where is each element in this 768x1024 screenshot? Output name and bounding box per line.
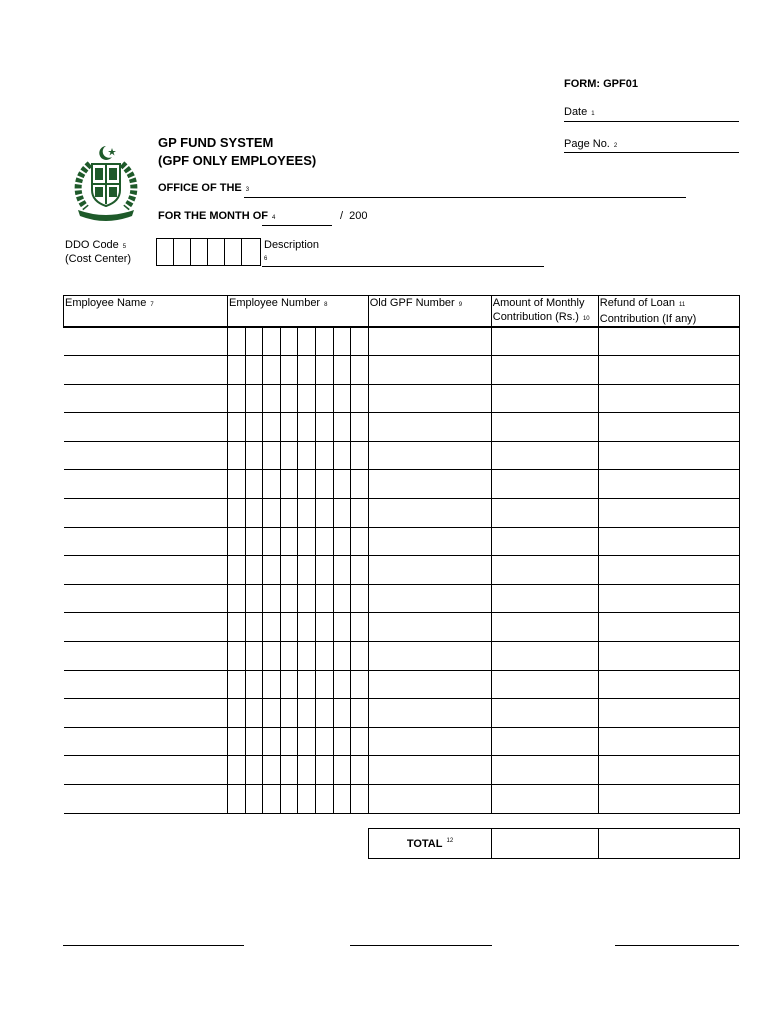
employee-number-digit-cell[interactable] bbox=[315, 384, 333, 413]
employee-number-digit-cell[interactable] bbox=[333, 613, 351, 642]
month-label bbox=[158, 210, 275, 222]
refund-of-loan-cell[interactable] bbox=[598, 613, 739, 642]
employee-number-digit-cell[interactable] bbox=[315, 670, 333, 699]
employee-number-digit-cell[interactable] bbox=[245, 441, 263, 470]
employee-number-digit-cell[interactable] bbox=[333, 584, 351, 613]
employee-name-cell[interactable] bbox=[64, 642, 228, 671]
employee-number-digit-cell[interactable] bbox=[228, 785, 246, 814]
signature-line-center[interactable] bbox=[350, 945, 492, 946]
office-label-text: OFFICE OF THE bbox=[158, 182, 242, 194]
employee-number-digit-cell[interactable] bbox=[280, 642, 298, 671]
employee-number-digit-cell[interactable] bbox=[280, 499, 298, 528]
employee-number-digit-cell[interactable] bbox=[298, 441, 316, 470]
monthly-contribution-cell[interactable] bbox=[491, 670, 598, 699]
employee-number-digit-cell[interactable] bbox=[228, 441, 246, 470]
employee-number-digit-cell[interactable] bbox=[351, 384, 369, 413]
table-header-row bbox=[64, 296, 740, 328]
monthly-contribution-cell[interactable] bbox=[491, 327, 598, 356]
employee-number-digit-cell[interactable] bbox=[298, 756, 316, 785]
employee-number-digit-cell[interactable] bbox=[228, 699, 246, 728]
employee-number-digit-cell[interactable] bbox=[263, 584, 281, 613]
column-header-label: Contribution (Rs.) bbox=[492, 311, 579, 323]
table-row bbox=[64, 699, 740, 728]
employee-number-digit-cell[interactable] bbox=[298, 613, 316, 642]
old-gpf-number-cell[interactable] bbox=[368, 441, 491, 470]
refund-of-loan-cell[interactable] bbox=[598, 642, 739, 671]
employee-number-digit-cell[interactable] bbox=[280, 556, 298, 585]
employee-number-digit-cell[interactable] bbox=[315, 441, 333, 470]
old-gpf-number-cell[interactable] bbox=[368, 785, 491, 814]
old-gpf-number-cell[interactable] bbox=[368, 727, 491, 756]
employee-number-digit-cell[interactable] bbox=[333, 470, 351, 499]
employee-number-digit-cell[interactable] bbox=[263, 642, 281, 671]
page-label-text: Page No. bbox=[564, 138, 610, 150]
table-row bbox=[64, 670, 740, 699]
total-label: TOTAL bbox=[406, 837, 443, 850]
employee-number-digit-cell[interactable] bbox=[333, 527, 351, 556]
employee-number-digit-cell[interactable] bbox=[315, 756, 333, 785]
page-field[interactable] bbox=[564, 152, 739, 153]
employee-number-digit-cell[interactable] bbox=[280, 670, 298, 699]
employee-number-digit-cell[interactable] bbox=[280, 756, 298, 785]
monthly-contribution-cell[interactable] bbox=[491, 527, 598, 556]
ddo-code-number: 5 bbox=[122, 244, 127, 250]
old-gpf-number-cell[interactable] bbox=[368, 384, 491, 413]
refund-of-loan-cell[interactable] bbox=[598, 785, 739, 814]
column-header-monthly-contribution bbox=[491, 296, 598, 328]
employee-number-digit-cell[interactable] bbox=[298, 356, 316, 385]
employee-number-digit-cell[interactable] bbox=[351, 613, 369, 642]
refund-of-loan-cell[interactable] bbox=[598, 327, 739, 356]
employee-number-digit-cell[interactable] bbox=[315, 556, 333, 585]
column-header-label: Employee Number bbox=[229, 297, 321, 309]
column-header-employee-name bbox=[64, 296, 228, 328]
employee-number-digit-cell[interactable] bbox=[228, 470, 246, 499]
employee-number-digit-cell[interactable] bbox=[280, 413, 298, 442]
form-code: FORM: GPF01 bbox=[564, 78, 638, 90]
employee-number-digit-cell[interactable] bbox=[280, 727, 298, 756]
total-number: 12 bbox=[446, 837, 454, 844]
employee-number-digit-cell[interactable] bbox=[263, 727, 281, 756]
employee-number-digit-cell[interactable] bbox=[280, 613, 298, 642]
employee-number-digit-cell[interactable] bbox=[315, 413, 333, 442]
employee-number-digit-cell[interactable] bbox=[298, 584, 316, 613]
employee-number-digit-cell[interactable] bbox=[298, 327, 316, 356]
table-row bbox=[64, 556, 740, 585]
employee-name-cell[interactable] bbox=[64, 613, 228, 642]
ddo-code-label-text: DDO Code bbox=[65, 239, 119, 251]
employee-number-digit-cell[interactable] bbox=[298, 727, 316, 756]
employee-name-cell[interactable] bbox=[64, 499, 228, 528]
employee-name-cell[interactable] bbox=[64, 699, 228, 728]
employee-number-digit-cell[interactable] bbox=[245, 613, 263, 642]
employee-number-digit-cell[interactable] bbox=[315, 727, 333, 756]
employee-number-digit-cell[interactable] bbox=[298, 670, 316, 699]
employee-number-digit-cell[interactable] bbox=[315, 356, 333, 385]
month-label-text: FOR THE MONTH OF bbox=[158, 210, 268, 222]
employee-number-digit-cell[interactable] bbox=[263, 327, 281, 356]
employee-number-digit-cell[interactable] bbox=[228, 670, 246, 699]
column-header-number: 9 bbox=[458, 302, 463, 308]
employee-number-digit-cell[interactable] bbox=[333, 756, 351, 785]
refund-of-loan-cell[interactable] bbox=[598, 356, 739, 385]
ddo-code-box[interactable] bbox=[173, 238, 191, 266]
employee-number-digit-cell[interactable] bbox=[351, 441, 369, 470]
description-number: 6 bbox=[264, 256, 268, 262]
column-header-old-gpf-number bbox=[368, 296, 491, 328]
employee-number-digit-cell[interactable] bbox=[333, 499, 351, 528]
employee-number-digit-cell[interactable] bbox=[280, 584, 298, 613]
column-header-refund-of-loan bbox=[598, 296, 739, 328]
employee-number-digit-cell[interactable] bbox=[333, 642, 351, 671]
employee-number-digit-cell[interactable] bbox=[351, 356, 369, 385]
signature-line-left[interactable] bbox=[63, 945, 244, 946]
employee-number-digit-cell[interactable] bbox=[263, 670, 281, 699]
table-row bbox=[64, 727, 740, 756]
employee-number-digit-cell[interactable] bbox=[333, 699, 351, 728]
refund-of-loan-cell[interactable] bbox=[598, 499, 739, 528]
employee-name-cell[interactable] bbox=[64, 584, 228, 613]
employee-number-digit-cell[interactable] bbox=[263, 527, 281, 556]
employee-number-digit-cell[interactable] bbox=[333, 356, 351, 385]
old-gpf-number-cell[interactable] bbox=[368, 470, 491, 499]
employee-number-digit-cell[interactable] bbox=[245, 785, 263, 814]
employee-number-digit-cell[interactable] bbox=[280, 785, 298, 814]
column-header-label: Old GPF Number bbox=[369, 297, 455, 309]
employee-number-digit-cell[interactable] bbox=[228, 384, 246, 413]
employee-number-digit-cell[interactable] bbox=[228, 527, 246, 556]
employee-number-digit-cell[interactable] bbox=[351, 785, 369, 814]
refund-of-loan-cell[interactable] bbox=[598, 413, 739, 442]
old-gpf-number-cell[interactable] bbox=[368, 584, 491, 613]
employee-number-digit-cell[interactable] bbox=[351, 699, 369, 728]
employee-number-digit-cell[interactable] bbox=[315, 499, 333, 528]
page-field-number: 2 bbox=[613, 143, 618, 149]
employee-number-digit-cell[interactable] bbox=[333, 327, 351, 356]
employee-name-cell[interactable] bbox=[64, 470, 228, 499]
employee-number-digit-cell[interactable] bbox=[315, 642, 333, 671]
ddo-code-box[interactable] bbox=[190, 238, 208, 266]
employee-number-digit-cell[interactable] bbox=[228, 584, 246, 613]
refund-of-loan-cell[interactable] bbox=[598, 727, 739, 756]
employee-number-digit-cell[interactable] bbox=[245, 327, 263, 356]
year-prefix: / 200 bbox=[340, 210, 368, 222]
employee-number-digit-cell[interactable] bbox=[351, 470, 369, 499]
employee-number-digit-cell[interactable] bbox=[298, 527, 316, 556]
employee-name-cell[interactable] bbox=[64, 785, 228, 814]
date-label-text: Date bbox=[564, 106, 588, 118]
employee-number-digit-cell[interactable] bbox=[245, 470, 263, 499]
employee-number-digit-cell[interactable] bbox=[315, 327, 333, 356]
employee-number-digit-cell[interactable] bbox=[351, 413, 369, 442]
table-row bbox=[64, 413, 740, 442]
ddo-code-box[interactable] bbox=[224, 238, 242, 266]
table-row bbox=[64, 785, 740, 814]
cost-center-label: (Cost Center) bbox=[65, 253, 132, 265]
ddo-code-box[interactable] bbox=[207, 238, 225, 266]
page-label bbox=[564, 138, 617, 150]
employee-number-digit-cell[interactable] bbox=[315, 527, 333, 556]
employee-number-digit-cell[interactable] bbox=[333, 384, 351, 413]
employee-number-digit-cell[interactable] bbox=[228, 413, 246, 442]
old-gpf-number-cell[interactable] bbox=[368, 699, 491, 728]
employee-name-cell[interactable] bbox=[64, 727, 228, 756]
old-gpf-number-cell[interactable] bbox=[368, 556, 491, 585]
employee-number-digit-cell[interactable] bbox=[245, 527, 263, 556]
employee-number-digit-cell[interactable] bbox=[315, 785, 333, 814]
old-gpf-number-cell[interactable] bbox=[368, 613, 491, 642]
old-gpf-number-cell[interactable] bbox=[368, 527, 491, 556]
table-row bbox=[64, 756, 740, 785]
table-row bbox=[64, 384, 740, 413]
employee-number-digit-cell[interactable] bbox=[315, 470, 333, 499]
monthly-contribution-cell[interactable] bbox=[491, 584, 598, 613]
employee-name-cell[interactable] bbox=[64, 527, 228, 556]
monthly-contribution-cell[interactable] bbox=[491, 413, 598, 442]
employee-number-digit-cell[interactable] bbox=[298, 384, 316, 413]
month-field-number: 4 bbox=[272, 215, 276, 221]
employee-number-digit-cell[interactable] bbox=[333, 785, 351, 814]
table-row bbox=[64, 441, 740, 470]
employee-name-cell[interactable] bbox=[64, 413, 228, 442]
employee-number-digit-cell[interactable] bbox=[245, 670, 263, 699]
employee-number-digit-cell[interactable] bbox=[245, 499, 263, 528]
total-contribution-cell[interactable] bbox=[492, 829, 599, 859]
old-gpf-number-cell[interactable] bbox=[368, 413, 491, 442]
employee-number-digit-cell[interactable] bbox=[263, 384, 281, 413]
employee-number-digit-cell[interactable] bbox=[228, 556, 246, 585]
table-row bbox=[64, 584, 740, 613]
employee-number-digit-cell[interactable] bbox=[245, 756, 263, 785]
employee-number-digit-cell[interactable] bbox=[351, 527, 369, 556]
employee-number-digit-cell[interactable] bbox=[245, 727, 263, 756]
monthly-contribution-cell[interactable] bbox=[491, 785, 598, 814]
refund-of-loan-cell[interactable] bbox=[598, 556, 739, 585]
description-label: Description bbox=[264, 239, 320, 251]
employee-number-digit-cell[interactable] bbox=[245, 413, 263, 442]
table-row bbox=[64, 527, 740, 556]
monthly-contribution-cell[interactable] bbox=[491, 470, 598, 499]
employee-name-cell[interactable] bbox=[64, 670, 228, 699]
old-gpf-number-cell[interactable] bbox=[368, 327, 491, 356]
column-header-label: Refund of Loan bbox=[599, 297, 675, 309]
employee-number-digit-cell[interactable] bbox=[351, 756, 369, 785]
total-row bbox=[369, 829, 740, 859]
column-header-number: 7 bbox=[150, 302, 154, 308]
employee-number-digit-cell[interactable] bbox=[280, 384, 298, 413]
monthly-contribution-cell[interactable] bbox=[491, 756, 598, 785]
monthly-contribution-cell[interactable] bbox=[491, 499, 598, 528]
employee-number-digit-cell[interactable] bbox=[280, 441, 298, 470]
employee-number-digit-cell[interactable] bbox=[280, 527, 298, 556]
old-gpf-number-cell[interactable] bbox=[368, 756, 491, 785]
table-row bbox=[64, 470, 740, 499]
column-header-employee-number bbox=[228, 296, 369, 328]
ddo-code-box[interactable] bbox=[241, 238, 261, 266]
employee-number-digit-cell[interactable] bbox=[263, 785, 281, 814]
date-label bbox=[564, 106, 595, 118]
refund-of-loan-cell[interactable] bbox=[598, 384, 739, 413]
employee-number-digit-cell[interactable] bbox=[333, 556, 351, 585]
employee-number-digit-cell[interactable] bbox=[315, 699, 333, 728]
employee-number-digit-cell[interactable] bbox=[263, 613, 281, 642]
employee-number-digit-cell[interactable] bbox=[228, 499, 246, 528]
total-table bbox=[368, 828, 740, 859]
column-header-number: 11 bbox=[678, 302, 686, 308]
employee-number-digit-cell[interactable] bbox=[298, 699, 316, 728]
column-header-label: Amount of Monthly bbox=[492, 297, 585, 309]
employee-number-digit-cell[interactable] bbox=[298, 785, 316, 814]
employee-number-digit-cell[interactable] bbox=[351, 327, 369, 356]
old-gpf-number-cell[interactable] bbox=[368, 670, 491, 699]
form-title-line2: (GPF ONLY EMPLOYEES) bbox=[158, 153, 317, 168]
employee-number-digit-cell[interactable] bbox=[228, 727, 246, 756]
table-row bbox=[64, 499, 740, 528]
employee-number-digit-cell[interactable] bbox=[245, 584, 263, 613]
ddo-code-box[interactable] bbox=[156, 238, 174, 266]
employee-name-cell[interactable] bbox=[64, 384, 228, 413]
employee-number-digit-cell[interactable] bbox=[298, 556, 316, 585]
employee-number-digit-cell[interactable] bbox=[263, 356, 281, 385]
employee-number-digit-cell[interactable] bbox=[228, 642, 246, 671]
refund-of-loan-cell[interactable] bbox=[598, 670, 739, 699]
employee-number-digit-cell[interactable] bbox=[315, 613, 333, 642]
monthly-contribution-cell[interactable] bbox=[491, 613, 598, 642]
signature-line-right[interactable] bbox=[615, 945, 739, 946]
office-field[interactable] bbox=[244, 197, 686, 198]
refund-of-loan-cell[interactable] bbox=[598, 756, 739, 785]
employee-number-digit-cell[interactable] bbox=[351, 584, 369, 613]
employee-number-digit-cell[interactable] bbox=[298, 499, 316, 528]
old-gpf-number-cell[interactable] bbox=[368, 499, 491, 528]
table-row bbox=[64, 356, 740, 385]
employee-number-digit-cell[interactable] bbox=[298, 413, 316, 442]
ddo-code-label bbox=[65, 239, 126, 251]
employee-number-digit-cell[interactable] bbox=[245, 384, 263, 413]
employee-number-digit-cell[interactable] bbox=[298, 642, 316, 671]
employee-number-digit-cell[interactable] bbox=[228, 356, 246, 385]
table-row bbox=[64, 613, 740, 642]
employee-number-digit-cell[interactable] bbox=[333, 727, 351, 756]
employee-number-digit-cell[interactable] bbox=[245, 699, 263, 728]
refund-of-loan-cell[interactable] bbox=[598, 470, 739, 499]
employee-number-digit-cell[interactable] bbox=[245, 642, 263, 671]
employee-number-digit-cell[interactable] bbox=[228, 327, 246, 356]
office-field-number: 3 bbox=[245, 187, 250, 193]
employee-number-digit-cell[interactable] bbox=[263, 556, 281, 585]
employee-table bbox=[63, 295, 740, 814]
employee-number-digit-cell[interactable] bbox=[263, 499, 281, 528]
column-header-number: 8 bbox=[324, 302, 328, 308]
employee-number-digit-cell[interactable] bbox=[298, 470, 316, 499]
employee-number-digit-cell[interactable] bbox=[280, 327, 298, 356]
column-header-label: Contribution (If any) bbox=[599, 313, 697, 325]
employee-number-digit-cell[interactable] bbox=[351, 727, 369, 756]
monthly-contribution-cell[interactable] bbox=[491, 699, 598, 728]
monthly-contribution-cell[interactable] bbox=[491, 384, 598, 413]
table-row bbox=[64, 327, 740, 356]
employee-name-cell[interactable] bbox=[64, 441, 228, 470]
monthly-contribution-cell[interactable] bbox=[491, 441, 598, 470]
employee-number-digit-cell[interactable] bbox=[280, 470, 298, 499]
employee-name-cell[interactable] bbox=[64, 556, 228, 585]
monthly-contribution-cell[interactable] bbox=[491, 727, 598, 756]
total-label-cell bbox=[369, 829, 492, 859]
refund-of-loan-cell[interactable] bbox=[598, 527, 739, 556]
employee-number-digit-cell[interactable] bbox=[263, 470, 281, 499]
employee-number-digit-cell[interactable] bbox=[245, 556, 263, 585]
employee-number-digit-cell[interactable] bbox=[333, 670, 351, 699]
employee-name-cell[interactable] bbox=[64, 327, 228, 356]
employee-number-digit-cell[interactable] bbox=[228, 613, 246, 642]
column-header-number: 10 bbox=[582, 316, 590, 322]
old-gpf-number-cell[interactable] bbox=[368, 642, 491, 671]
office-label bbox=[158, 182, 249, 194]
date-field-number: 1 bbox=[591, 111, 595, 117]
monthly-contribution-cell[interactable] bbox=[491, 556, 598, 585]
old-gpf-number-cell[interactable] bbox=[368, 356, 491, 385]
employee-number-digit-cell[interactable] bbox=[351, 670, 369, 699]
employee-number-digit-cell[interactable] bbox=[263, 756, 281, 785]
column-header-label: Employee Name bbox=[65, 297, 147, 309]
employee-number-digit-cell[interactable] bbox=[263, 699, 281, 728]
employee-number-digit-cell[interactable] bbox=[351, 556, 369, 585]
state-emblem-icon bbox=[68, 142, 144, 222]
refund-of-loan-cell[interactable] bbox=[598, 441, 739, 470]
employee-name-cell[interactable] bbox=[64, 356, 228, 385]
employee-number-digit-cell[interactable] bbox=[351, 499, 369, 528]
month-field[interactable] bbox=[262, 225, 332, 226]
employee-number-digit-cell[interactable] bbox=[351, 642, 369, 671]
employee-number-digit-cell[interactable] bbox=[263, 441, 281, 470]
employee-number-digit-cell[interactable] bbox=[280, 699, 298, 728]
form-title-line1: GP FUND SYSTEM bbox=[158, 135, 274, 150]
employee-number-digit-cell[interactable] bbox=[263, 413, 281, 442]
date-field[interactable] bbox=[564, 121, 739, 122]
employee-number-digit-cell[interactable] bbox=[228, 756, 246, 785]
table-row bbox=[64, 642, 740, 671]
description-field[interactable] bbox=[262, 266, 544, 267]
refund-of-loan-cell[interactable] bbox=[598, 699, 739, 728]
monthly-contribution-cell[interactable] bbox=[491, 642, 598, 671]
employee-number-digit-cell[interactable] bbox=[245, 356, 263, 385]
employee-number-digit-cell[interactable] bbox=[333, 413, 351, 442]
refund-of-loan-cell[interactable] bbox=[598, 584, 739, 613]
total-refund-cell[interactable] bbox=[599, 829, 740, 859]
employee-number-digit-cell[interactable] bbox=[315, 584, 333, 613]
employee-number-digit-cell[interactable] bbox=[333, 441, 351, 470]
employee-number-digit-cell[interactable] bbox=[280, 356, 298, 385]
monthly-contribution-cell[interactable] bbox=[491, 356, 598, 385]
employee-name-cell[interactable] bbox=[64, 756, 228, 785]
